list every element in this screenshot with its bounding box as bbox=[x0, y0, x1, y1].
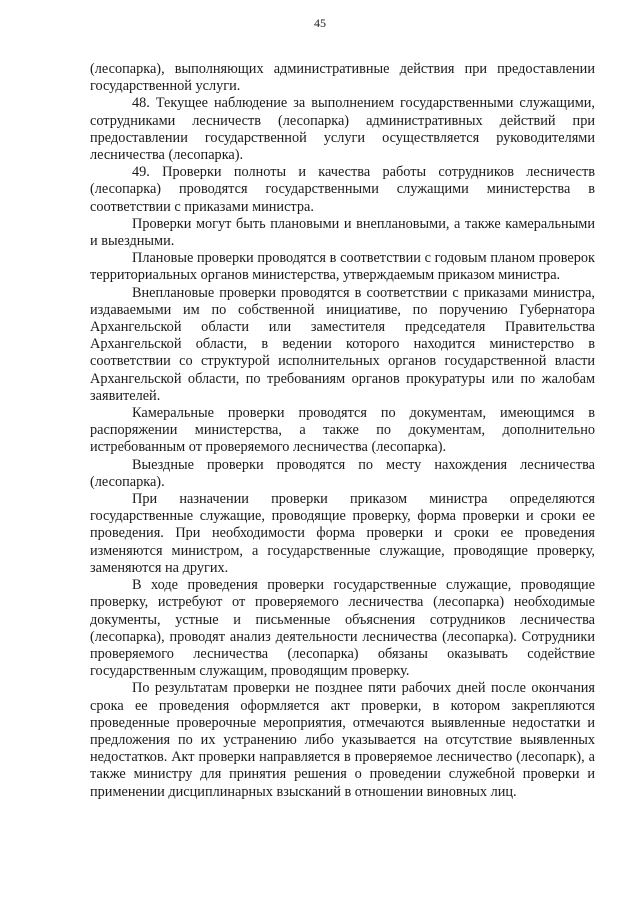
paragraph-49: 49. Проверки полноты и качества работы сотрудников лесничеств (лесопарка) проводятся государственными служащими министерства в соответствии с приказами министра. bbox=[90, 164, 595, 215]
paragraph-inspection-types: Проверки могут быть плановыми и внеплановыми, а также камеральными и выездными. bbox=[90, 215, 595, 250]
paragraph-48: 48. Текущее наблюдение за выполнением государственными служащими, сотрудниками лесничеств (лесопарка) административных действий при предоставлении государственной услуги осуществляется руководителями лесничества (лесопарка). bbox=[90, 95, 595, 164]
paragraph-planned-inspections: Плановые проверки проводятся в соответствии с годовым планом проверок территориальных органов министерства, утверждаемым приказом министра. bbox=[90, 250, 595, 284]
paragraph-field-inspections: Выездные проверки проводятся по месту нахождения лесничества (лесопарка). bbox=[90, 456, 595, 490]
paragraph-unplanned-inspections: Внеплановые проверки проводятся в соответствии с приказами министра, издаваемыми им по собственной инициативе, по поручению Губернатора Архангельской области или заместителя председателя Правительства Архангельской области, в ведении которого находится министерство в соответствии со структурой исполнительных органов государственной власти Архангельской области, по требованиям органов прокуратуры или по жалобам заявителей. bbox=[90, 284, 595, 404]
paragraph-inspection-conduct: В ходе проведения проверки государственные служащие, проводящие проверку, истребуют от проверяемого лесничества (лесопарка) необходимые документы, устные и письменные объяснения сотрудников лесничества (лесопарка), проводят анализ деятельности лесничества (лесопарка). Сотрудники проверяемого лесничества (лесопарка) обязаны оказывать содействие государственным служащим, проводящим проверку. bbox=[90, 577, 595, 680]
paragraph-inspection-results: По результатам проверки не позднее пяти рабочих дней после окончания срока ее проведения оформляется акт проверки, в котором закрепляются проведенные проверочные мероприятия, отмечаются выявленные недостатки и предложения по их устранению либо указывается на отсутствие выявленных недостатков. Акт проверки направляется в проверяемое лесничество (лесопарк), а также министру для принятия решения о проведении служебной проверки и применении дисциплинарных взысканий в отношении виновных лиц. bbox=[90, 680, 595, 800]
document-body bbox=[90, 61, 595, 801]
paragraph-desk-inspections: Камеральные проверки проводятся по документам, имеющимся в распоряжении министерства, а также по документам, дополнительно истребованным от проверяемого лесничества (лесопарка). bbox=[90, 405, 595, 456]
page-number: 45 bbox=[314, 16, 326, 30]
paragraph-continuation: (лесопарка), выполняющих административные действия при предоставлении государственной услуги. bbox=[90, 61, 595, 95]
paragraph-inspection-assignment: При назначении проверки приказом министра определяются государственные служащие, проводящие проверку, форма проверки и сроки ее проведения. При необходимости форма проверки и сроки ее проведения изменяются министром, а государственные служащие, проводящие проверку, заменяются на других. bbox=[90, 491, 595, 576]
